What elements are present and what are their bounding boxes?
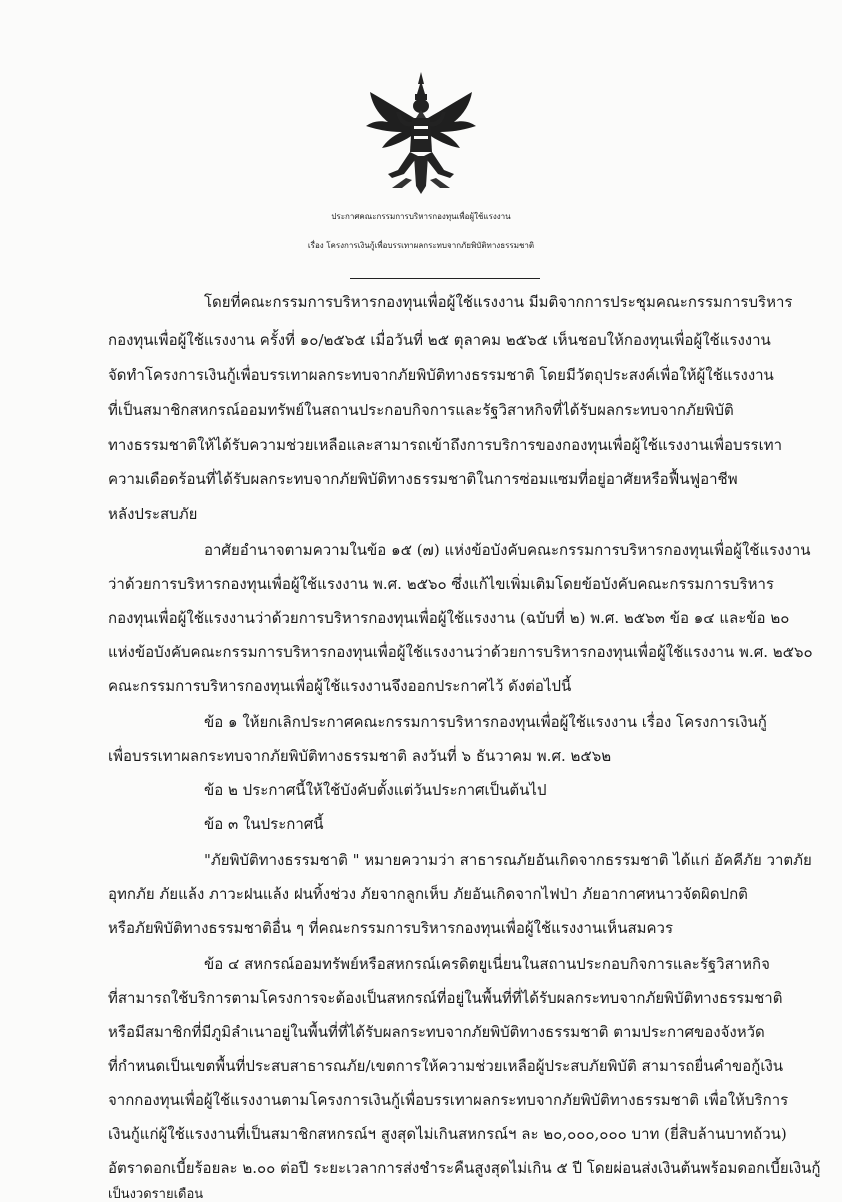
paragraph-line: จัดทำโครงการเงินกู้เพื่อบรรเทาผลกระทบจากภัยพิบัติทางธรรมชาติ โดยมีวัตถุประสงค์เพื่อให้ผู้ใช้แรงงาน <box>108 366 774 384</box>
title-divider <box>350 278 540 279</box>
clause-4-line: อัตราดอกเบี้ยร้อยละ ๒.๐๐ ต่อปี ระยะเวลาการส่งชำระคืนสูงสุดไม่เกิน ๕ ปี โดยผ่อนส่งเงินต้นพร้อมดอกเบี้ยเงินกู้ <box>108 1159 821 1177</box>
paragraph-line: หลังประสบภัย <box>108 505 198 523</box>
paragraph-line: โดยที่คณะกรรมการบริหารกองทุนเพื่อผู้ใช้แรงงาน มีมติจากการประชุมคณะกรรมการบริหาร <box>204 293 793 311</box>
paragraph-line: ที่เป็นสมาชิกสหกรณ์ออมทรัพย์ในสถานประกอบกิจการและรัฐวิสาหกิจที่ได้รับผลกระทบจากภัยพิบัติ <box>108 401 734 419</box>
paragraph-line: ว่าด้วยการบริหารกองทุนเพื่อผู้ใช้แรงงาน พ.ศ. ๒๕๖๐ ซึ่งแก้ไขเพิ่มเติมโดยข้อบังคับคณะกรรมการบริหาร <box>108 575 774 593</box>
paragraph-line: อาศัยอำนาจตามความในข้อ ๑๕ (๗) แห่งข้อบังคับคณะกรรมการบริหารกองทุนเพื่อผู้ใช้แรงงาน <box>204 541 811 559</box>
definition-line: อุทกภัย ภัยแล้ง ภาวะฝนแล้ง ฝนทิ้งช่วง ภัยจากลูกเห็บ ภัยอันเกิดจากไฟป่า ภัยอากาศหนาวจัดผิดปกติ <box>108 885 748 903</box>
clause-2-line: ข้อ ๒ ประกาศนี้ให้ใช้บังคับตั้งแต่วันประกาศเป็นต้นไป <box>204 781 547 799</box>
clause-4-line: ที่สามารถใช้บริการตามโครงการจะต้องเป็นสหกรณ์ที่อยู่ในพื้นที่ที่ได้รับผลกระทบจากภัยพิบัติทางธรรมชาติ <box>108 989 783 1007</box>
clause-1-line: เพื่อบรรเทาผลกระทบจากภัยพิบัติทางธรรมชาติ ลงวันที่ ๖ ธันวาคม พ.ศ. ๒๕๖๒ <box>108 747 612 765</box>
paragraph-line: ความเดือดร้อนที่ได้รับผลกระทบจากภัยพิบัติทางธรรมชาติในการซ่อมแซมที่อยู่อาศัยหรือฟื้นฟูอาชีพ <box>108 470 738 488</box>
paragraph-line: คณะกรรมการบริหารกองทุนเพื่อผู้ใช้แรงงานจึงออกประกาศไว้ ดังต่อไปนี้ <box>108 677 572 695</box>
paragraph-line: กองทุนเพื่อผู้ใช้แรงงานว่าด้วยการบริหารกองทุนเพื่อผู้ใช้แรงงาน (ฉบับที่ ๒) พ.ศ. ๒๕๖๓ ข้อ ๑๔ และข้อ ๒๐ <box>108 609 790 627</box>
paragraph-line: ทางธรรมชาติให้ได้รับความช่วยเหลือและสามารถเข้าถึงการบริการของกองทุนเพื่อผู้ใช้แรงงานเพื่อบรรเทา <box>108 436 783 454</box>
clause-1-line: ข้อ ๑ ให้ยกเลิกประกาศคณะกรรมการบริหารกองทุนเพื่อผู้ใช้แรงงาน เรื่อง โครงการเงินกู้ <box>204 713 767 731</box>
announcement-subject: เรื่อง โครงการเงินกู้เพื่อบรรเทาผลกระทบจากภัยพิบัติทางธรรมชาติ <box>307 241 535 250</box>
clause-4-line: ข้อ ๔ สหกรณ์ออมทรัพย์หรือสหกรณ์เครดิตยูเนี่ยนในสถานประกอบกิจการและรัฐวิสาหกิจ <box>204 955 770 973</box>
paragraph-line: กองทุนเพื่อผู้ใช้แรงงาน ครั้งที่ ๑๐/๒๕๖๕ เมื่อวันที่ ๒๕ ตุลาคม ๒๕๖๕ เห็นชอบให้กองทุนเพื่อผู้ใช้แรงงาน <box>108 331 771 349</box>
clause-4-line: เงินกู้แก่ผู้ใช้แรงงานที่เป็นสมาชิกสหกรณ์ฯ สูงสุดไม่เกินสหกรณ์ฯ ละ ๒๐,๐๐๐,๐๐๐ บาท (ยี่สิบล้านบาทถ้วน) <box>108 1125 787 1143</box>
clause-4-line: ที่กำหนดเป็นเขตพื้นที่ประสบสาธารณภัย/เขตการให้ความช่วยเหลือผู้ประสบภัยพิบัติ สามารถยื่นคำขอกู้เงิน <box>108 1057 784 1075</box>
clause-4-line: จากกองทุนเพื่อผู้ใช้แรงงานตามโครงการเงินกู้เพื่อบรรเทาผลกระทบจากภัยพิบัติทางธรรมชาติ เพื่อให้บริการ <box>108 1091 789 1109</box>
clause-3-line: ข้อ ๓ ในประกาศนี้ <box>204 815 324 833</box>
definition-line: "ภัยพิบัติทางธรรมชาติ " หมายความว่า สาธารณภัยอันเกิดจากธรรมชาติ ได้แก่ อัคคีภัย วาตภัย <box>204 851 812 869</box>
clause-4-line: หรือมีสมาชิกที่มีภูมิลำเนาอยู่ในพื้นที่ที่ได้รับผลกระทบจากภัยพิบัติทางธรรมชาติ ตามประกาศของจังหวัด <box>108 1023 765 1041</box>
definition-line: หรือภัยพิบัติทางธรรมชาติอื่น ๆ ที่คณะกรรมการบริหารกองทุนเพื่อผู้ใช้แรงงานเห็นสมควร <box>108 919 674 937</box>
announcement-title: ประกาศคณะกรรมการบริหารกองทุนเพื่อผู้ใช้แรงงาน <box>331 212 511 221</box>
clause-4-line: เป็นงวดรายเดือน <box>108 1187 204 1202</box>
paragraph-line: แห่งข้อบังคับคณะกรรมการบริหารกองทุนเพื่อผู้ใช้แรงงานว่าด้วยการบริหารกองทุนเพื่อผู้ใช้แรงงาน พ.ศ. ๒๕๖๐ <box>108 643 813 661</box>
garuda-emblem-icon <box>362 70 480 196</box>
